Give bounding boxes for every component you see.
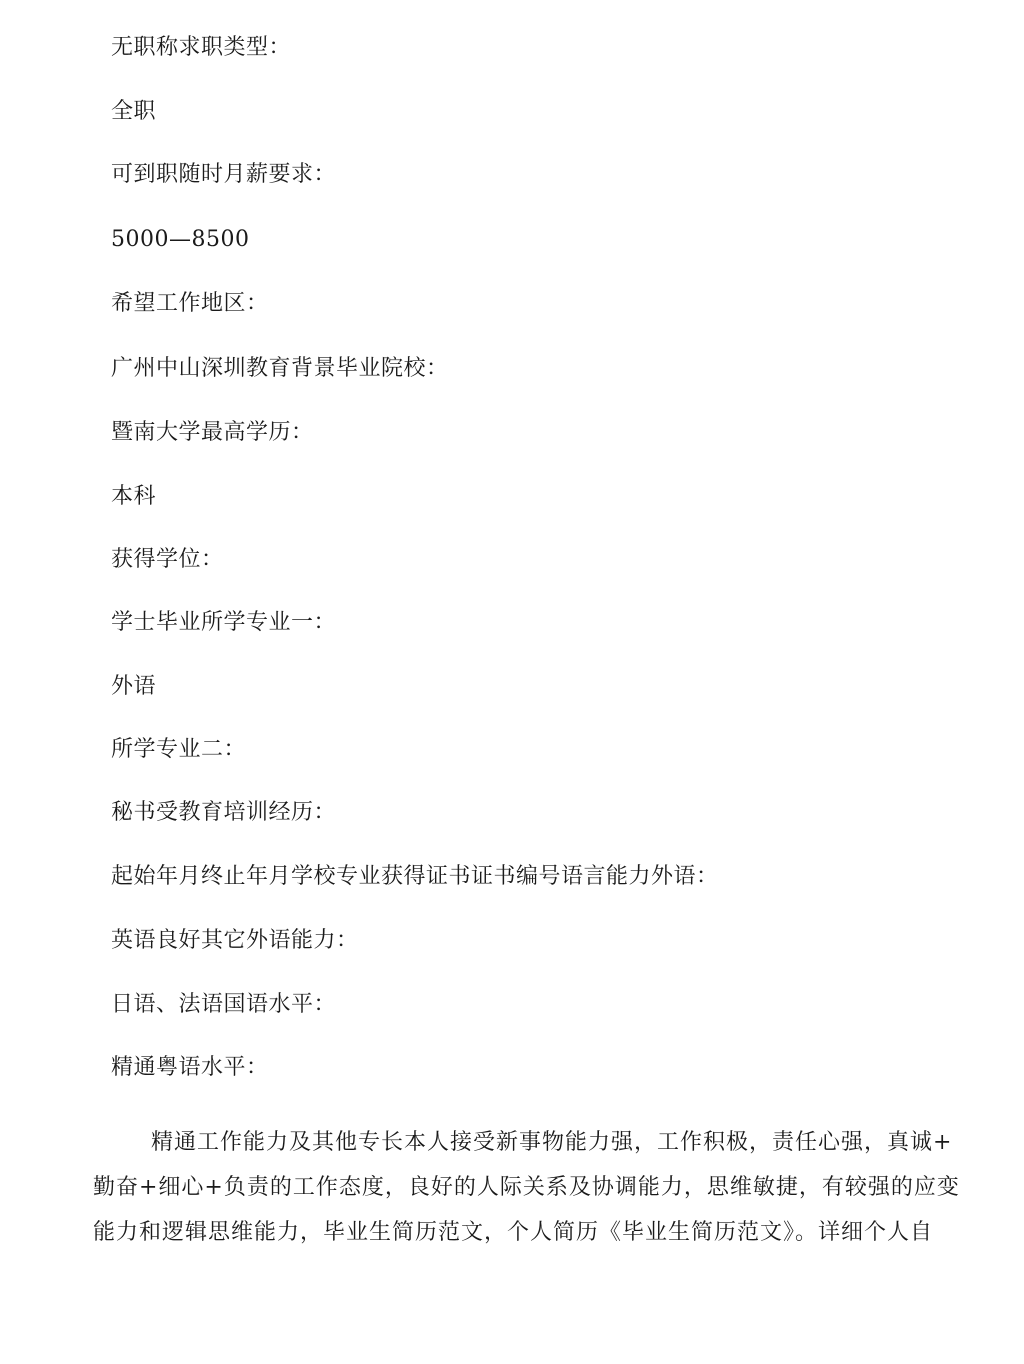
paragraph-line: 能力和逻辑思维能力，毕业生简历范文，个人简历《毕业生简历范文》。详细个人自 [93,1220,934,1245]
field-line: 起始年月终止年月学校专业获得证书证书编号语言能力外语： [111,864,719,889]
field-line: 英语良好其它外语能力： [111,928,359,953]
field-line: 无职称求职类型： [111,35,292,60]
field-line: 希望工作地区： [111,291,269,316]
field-line: 广州中山深圳教育背景毕业院校： [111,356,449,381]
field-line: 学士毕业所学专业一： [111,610,337,635]
field-line: 本科 [111,484,157,509]
field-line: 可到职随时月薪要求： [111,162,337,187]
field-line: 日语、法语国语水平： [111,992,337,1017]
field-line: 全职 [111,99,157,124]
paragraph-line: 精通工作能力及其他专长本人接受新事物能力强，工作积极，责任心强，真诚+ [151,1130,953,1155]
field-line: 获得学位： [111,547,224,572]
field-line: 5000—8500 [111,227,250,252]
field-line: 精通粤语水平： [111,1055,269,1080]
field-line: 秘书受教育培训经历： [111,800,337,825]
field-line: 外语 [111,674,157,699]
self-evaluation-paragraph [93,1120,960,1255]
paragraph-line: 勤奋+细心+负责的工作态度，良好的人际关系及协调能力，思维敏捷，有较强的应变 [93,1175,960,1200]
field-line: 所学专业二： [111,737,247,762]
field-line: 暨南大学最高学历： [111,420,314,445]
